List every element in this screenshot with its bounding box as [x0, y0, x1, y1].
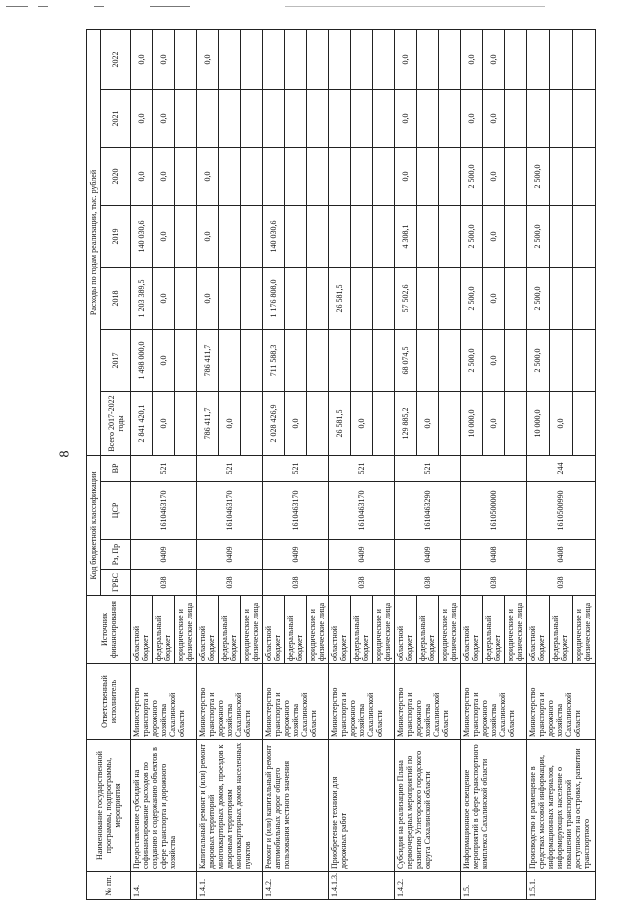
row-vr: 521 [394, 455, 460, 481]
row-csr: 1610463170 [196, 482, 262, 540]
row-value [240, 89, 262, 147]
row-source: федеральный бюджет [350, 596, 372, 664]
row-value [504, 267, 526, 329]
scan-mark-4 [150, 6, 190, 7]
row-value: 0,0 [152, 147, 174, 205]
scan-mark-3 [94, 6, 104, 7]
row-value: 57 502,6 [394, 267, 416, 329]
row-value [549, 89, 572, 147]
row-grbs: 038 [394, 570, 460, 596]
header-costs: Расходы по годам реализации, тыс. рублей [87, 29, 101, 455]
scan-mark-2 [38, 6, 48, 7]
row-value [372, 267, 394, 329]
header-csr: ЦСР [101, 482, 131, 540]
row-value [372, 329, 394, 391]
row-value: 0,0 [131, 29, 153, 89]
row-responsible: Министерство транспорта и дорожного хозяйства Сахалинской области [460, 664, 526, 740]
row-value [504, 29, 526, 89]
row-value [572, 205, 595, 267]
header-year: 2020 [101, 147, 131, 205]
row-source: областной бюджет [526, 596, 549, 664]
row-value [549, 147, 572, 205]
row-value: 1 498 000,0 [131, 329, 153, 391]
row-value [372, 147, 394, 205]
row-value [240, 391, 262, 455]
row-value [218, 329, 240, 391]
row-vr: 521 [328, 455, 394, 481]
row-vr: 521 [131, 455, 197, 481]
row-rz: 0409 [196, 540, 262, 570]
row-source: юридические и физические лица [572, 596, 595, 664]
header-year: 2017 [101, 329, 131, 391]
header-year: 2022 [101, 29, 131, 89]
row-value: 0,0 [152, 391, 174, 455]
table-row [328, 29, 350, 899]
row-value [306, 29, 328, 89]
row-value [262, 89, 284, 147]
scan-mark-1 [6, 6, 28, 7]
row-value [350, 89, 372, 147]
row-value: 0,0 [131, 89, 153, 147]
row-vr [460, 455, 526, 481]
row-source: федеральный бюджет [284, 596, 306, 664]
row-csr: 1610463290 [394, 482, 460, 540]
row-value: 0,0 [152, 89, 174, 147]
row-name: Производство и размещение в средствах массовой информации, информационных материалов, информирующих население о повышении транспортной доступности на островах, развитии транспортного [526, 740, 595, 872]
table-row [262, 29, 284, 899]
row-value [174, 29, 196, 89]
row-value: 140 030,6 [262, 205, 284, 267]
row-responsible: Министерство транспорта и дорожного хозяйства Сахалинской области [526, 664, 595, 740]
row-value [504, 391, 526, 455]
row-value [504, 89, 526, 147]
row-value [328, 147, 350, 205]
row-source: федеральный бюджет [152, 596, 174, 664]
row-value [284, 329, 306, 391]
row-value: 0,0 [152, 267, 174, 329]
row-value [284, 267, 306, 329]
row-value [328, 329, 350, 391]
row-value: 0,0 [482, 147, 504, 205]
row-value [328, 205, 350, 267]
row-source: областной бюджет [328, 596, 350, 664]
row-value [438, 29, 460, 89]
header-resp: Ответственный исполнитель [87, 664, 131, 740]
row-value [438, 329, 460, 391]
row-value [416, 329, 438, 391]
row-value: 0,0 [549, 391, 572, 455]
row-value [549, 29, 572, 89]
row-value [438, 147, 460, 205]
row-value [572, 391, 595, 455]
row-value: 1 203 389,5 [131, 267, 153, 329]
row-value [306, 205, 328, 267]
row-value [416, 89, 438, 147]
row-value [438, 89, 460, 147]
row-value: 0,0 [482, 205, 504, 267]
header-grbs: ГРБС [101, 570, 131, 596]
row-value: 10 000,0 [526, 391, 549, 455]
row-value: 0,0 [196, 147, 218, 205]
row-responsible: Министерство транспорта и дорожного хозяйства Сахалинской области [262, 664, 328, 740]
table-row [526, 29, 549, 899]
header-source: Источник финансирования [87, 596, 131, 664]
row-value: 4 308,1 [394, 205, 416, 267]
row-number: 1.5.1. [526, 872, 595, 900]
row-value: 2 500,0 [526, 267, 549, 329]
row-value: 0,0 [482, 29, 504, 89]
row-value [572, 89, 595, 147]
row-source: федеральный бюджет [218, 596, 240, 664]
row-value: 711 588,3 [262, 329, 284, 391]
row-value [240, 147, 262, 205]
row-value [240, 205, 262, 267]
row-value [306, 391, 328, 455]
row-name: Капитальный ремонт и (или) ремонт дворовых территорий многоквартирных домов, проездов к дворовым территориям многоквартирных домов населенных пунктов [196, 740, 262, 872]
row-value [372, 89, 394, 147]
row-value [306, 147, 328, 205]
row-value [416, 205, 438, 267]
row-value [306, 329, 328, 391]
row-value [262, 147, 284, 205]
row-value [438, 267, 460, 329]
row-value: 2 500,0 [460, 329, 482, 391]
page-number: 8 [57, 450, 73, 458]
row-csr: 1610463170 [262, 482, 328, 540]
row-value [372, 391, 394, 455]
row-responsible: Министерство транспорта и дорожного хозяйства Сахалинской области [131, 664, 197, 740]
row-value: 0,0 [460, 89, 482, 147]
row-rz: 0409 [328, 540, 394, 570]
row-value [549, 329, 572, 391]
row-value [572, 29, 595, 89]
row-source: юридические и физические лица [372, 596, 394, 664]
row-value [504, 205, 526, 267]
row-name: Ремонт и (или) капитальный ремонт автомобильных дорог общего пользования местного значения [262, 740, 328, 872]
row-value [572, 329, 595, 391]
row-value [240, 329, 262, 391]
row-value: 2 500,0 [460, 267, 482, 329]
row-source: федеральный бюджет [482, 596, 504, 664]
row-value: 140 030,6 [131, 205, 153, 267]
row-number: 1.4.2. [394, 872, 460, 900]
row-value [174, 205, 196, 267]
row-value: 2 500,0 [526, 205, 549, 267]
row-value [218, 29, 240, 89]
row-value [416, 147, 438, 205]
row-value: 0,0 [482, 329, 504, 391]
row-value: 1 176 808,0 [262, 267, 284, 329]
row-source: областной бюджет [460, 596, 482, 664]
row-value: 2 500,0 [526, 329, 549, 391]
row-value [372, 205, 394, 267]
row-value: 0,0 [152, 329, 174, 391]
row-value [350, 147, 372, 205]
row-value [196, 89, 218, 147]
row-value [350, 267, 372, 329]
header-rz: Рз, Пр [101, 540, 131, 570]
row-source: юридические и физические лица [504, 596, 526, 664]
row-grbs: 038 [328, 570, 394, 596]
row-value: 2 841 420,1 [131, 391, 153, 455]
table-row [131, 29, 153, 899]
row-responsible: Министерство транспорта и дорожного хозяйства Сахалинской области [196, 664, 262, 740]
row-value: 0,0 [394, 29, 416, 89]
budget-table [86, 29, 596, 900]
row-value [572, 147, 595, 205]
table-row [460, 29, 482, 899]
row-number: 1.4.2. [262, 872, 328, 900]
row-value [240, 29, 262, 89]
row-name: Предоставление субсидий на софинансирование расходов по созданию и содержанию объектов в сфере транспорта и дорожного хозяйства [131, 740, 197, 872]
row-value [262, 29, 284, 89]
row-value: 2 500,0 [460, 205, 482, 267]
row-name: Приобретение техники для дорожных работ [328, 740, 394, 872]
row-source: федеральный бюджет [416, 596, 438, 664]
row-value [350, 205, 372, 267]
row-value [174, 267, 196, 329]
table-body [131, 29, 596, 899]
row-value [504, 147, 526, 205]
row-grbs: 038 [262, 570, 328, 596]
header-year: 2021 [101, 89, 131, 147]
row-value: 0,0 [394, 89, 416, 147]
row-responsible: Министерство транспорта и дорожного хозяйства Сахалинской области [328, 664, 394, 740]
row-grbs: 038 [131, 570, 197, 596]
row-source: областной бюджет [394, 596, 416, 664]
row-value: 0,0 [460, 29, 482, 89]
row-value [218, 205, 240, 267]
row-source: федеральный бюджет [549, 596, 572, 664]
table-row [196, 29, 218, 899]
row-value: 26 581,5 [328, 267, 350, 329]
row-value [416, 29, 438, 89]
row-value [284, 147, 306, 205]
row-value [306, 89, 328, 147]
row-value [284, 205, 306, 267]
row-value: 0,0 [394, 147, 416, 205]
header-name: Наименование государственной программы, подпрограммы, мероприятия [87, 740, 131, 872]
row-value: 26 581,5 [328, 391, 350, 455]
table-row [394, 29, 416, 899]
row-value: 0,0 [482, 267, 504, 329]
row-source: юридические и физические лица [174, 596, 196, 664]
row-rz: 0409 [131, 540, 197, 570]
row-value [218, 267, 240, 329]
row-value: 0,0 [350, 391, 372, 455]
row-csr: 1610500000 [460, 482, 526, 540]
row-value [549, 267, 572, 329]
row-source: областной бюджет [262, 596, 284, 664]
row-number: 1.4. [131, 872, 197, 900]
header-year: 2019 [101, 205, 131, 267]
row-source: юридические и физические лица [438, 596, 460, 664]
row-name: Субсидия на реализацию Плана первоочередных мероприятий по развитию Углегорского городского округа Сахалинской области [394, 740, 460, 872]
row-vr: 521 [262, 455, 328, 481]
row-value: 68 074,5 [394, 329, 416, 391]
row-vr: 521 [196, 455, 262, 481]
row-value: 2 500,0 [526, 147, 549, 205]
row-value [306, 267, 328, 329]
row-value: 786 411,7 [196, 391, 218, 455]
row-value: 0,0 [196, 267, 218, 329]
row-grbs: 038 [196, 570, 262, 596]
row-responsible: Министерство транспорта и дорожного хозяйства Сахалинской области [394, 664, 460, 740]
row-value [438, 205, 460, 267]
row-value [218, 147, 240, 205]
row-value [240, 267, 262, 329]
row-rz: 0408 [460, 540, 526, 570]
row-value [526, 89, 549, 147]
row-value: 10 000,0 [460, 391, 482, 455]
row-value: 0,0 [152, 29, 174, 89]
row-source: областной бюджет [196, 596, 218, 664]
row-value: 0,0 [482, 89, 504, 147]
row-value [372, 29, 394, 89]
row-value: 0,0 [416, 391, 438, 455]
rotated-table-wrap [86, 30, 596, 900]
row-value: 0,0 [196, 205, 218, 267]
row-value: 0,0 [152, 205, 174, 267]
row-rz: 0408 [526, 540, 595, 570]
row-value [328, 29, 350, 89]
row-value: 0,0 [482, 391, 504, 455]
header-vr: ВР [101, 455, 131, 481]
row-grbs: 038 [526, 570, 595, 596]
row-source: юридические и физические лица [240, 596, 262, 664]
row-value [416, 267, 438, 329]
row-value: 0,0 [218, 391, 240, 455]
row-value [549, 205, 572, 267]
row-value: 129 885,2 [394, 391, 416, 455]
row-number: 1.4.1.3. [328, 872, 394, 900]
row-value [174, 89, 196, 147]
row-value [572, 267, 595, 329]
row-number: 1.4.1. [196, 872, 262, 900]
scan-mark-5 [285, 6, 545, 7]
row-rz: 0409 [394, 540, 460, 570]
row-csr: 1610463170 [131, 482, 197, 540]
row-value [284, 29, 306, 89]
row-value [174, 329, 196, 391]
header-year: 2018 [101, 267, 131, 329]
row-value: 786 411,7 [196, 329, 218, 391]
header-total: Всего 2017-2022 годы [101, 391, 131, 455]
row-value [174, 147, 196, 205]
row-value [328, 89, 350, 147]
row-csr: 1610463170 [328, 482, 394, 540]
row-name: Информационное освещение мероприятий в сфере транспортного комплекса Сахалинской области [460, 740, 526, 872]
row-value [350, 329, 372, 391]
row-value [526, 29, 549, 89]
row-value: 0,0 [196, 29, 218, 89]
row-grbs: 038 [460, 570, 526, 596]
row-source: областной бюджет [131, 596, 153, 664]
row-csr: 1610500990 [526, 482, 595, 540]
row-source: юридические и физические лица [306, 596, 328, 664]
row-value [438, 391, 460, 455]
row-value [504, 329, 526, 391]
header-budget-code: Код бюджетной классификации [87, 455, 101, 595]
row-value: 2 028 426,9 [262, 391, 284, 455]
row-value [218, 89, 240, 147]
row-value [174, 391, 196, 455]
row-value: 0,0 [284, 391, 306, 455]
row-number: 1.5. [460, 872, 526, 900]
header-no: № пп. [87, 872, 131, 900]
row-value [284, 89, 306, 147]
row-value [350, 29, 372, 89]
row-vr: 244 [526, 455, 595, 481]
row-rz: 0409 [262, 540, 328, 570]
row-value: 0,0 [131, 147, 153, 205]
row-value: 2 500,0 [460, 147, 482, 205]
